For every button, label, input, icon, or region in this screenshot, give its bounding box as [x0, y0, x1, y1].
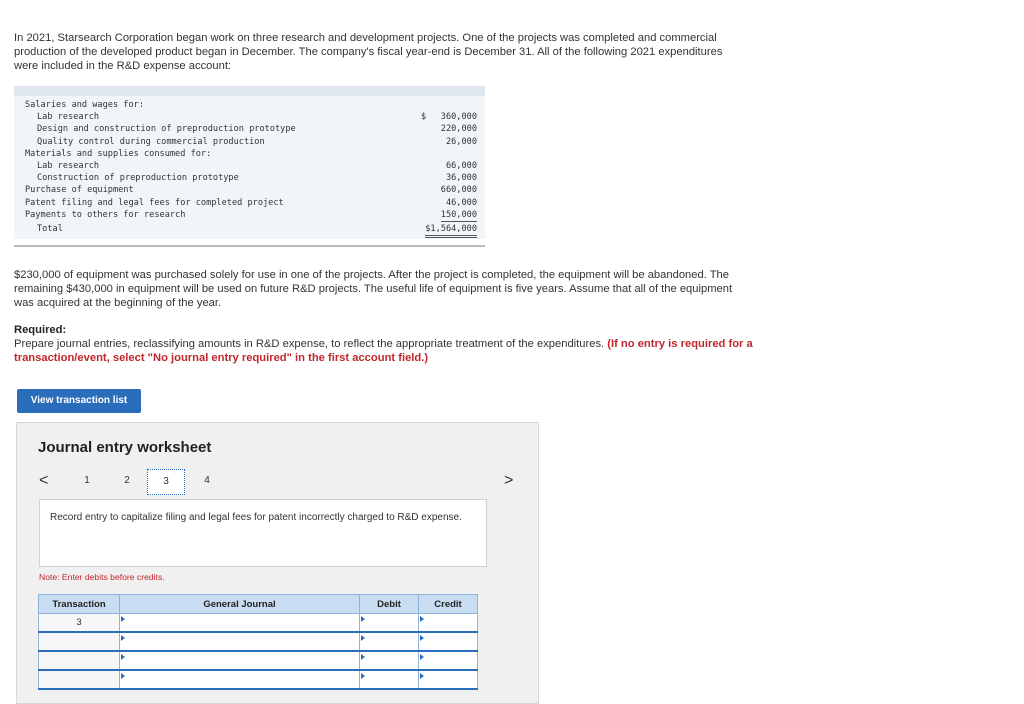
- expense-row: [14, 136, 485, 148]
- page-3-button[interactable]: 3: [147, 469, 185, 495]
- account-field[interactable]: [120, 651, 360, 670]
- expense-label: Lab research: [37, 112, 100, 123]
- col-general-journal: General Journal: [120, 595, 360, 614]
- expense-table-header: [14, 86, 485, 96]
- expense-row: [14, 99, 485, 111]
- expense-row: [14, 123, 485, 135]
- expense-row: [14, 148, 485, 160]
- expense-table-divider: [14, 245, 485, 247]
- expense-row: [14, 111, 485, 123]
- page-4-button[interactable]: 4: [204, 475, 210, 486]
- debit-field[interactable]: [360, 614, 419, 633]
- expense-table: [14, 86, 485, 247]
- debit-field[interactable]: [360, 670, 419, 689]
- expense-table-body: [14, 96, 485, 239]
- expense-amount: 660,000: [440, 185, 477, 196]
- expense-amount: 360,000: [440, 112, 477, 123]
- table-row: [39, 614, 478, 633]
- expense-label: Materials and supplies consumed for:: [25, 148, 212, 159]
- entry-description-box: [39, 499, 487, 567]
- expense-total-label: Total: [37, 223, 63, 234]
- account-field[interactable]: [120, 614, 360, 633]
- expense-row: [14, 160, 485, 172]
- transaction-cell: [39, 670, 120, 689]
- worksheet-pagination: [17, 469, 538, 499]
- debits-note: Note: Enter debits before credits.: [39, 572, 165, 582]
- chevron-left-icon[interactable]: <: [39, 472, 49, 489]
- expense-label: Patent filing and legal fees for completed project: [25, 197, 284, 208]
- dollar-sign: $: [421, 112, 427, 123]
- equipment-paragraph: $230,000 of equipment was purchased solely for use in one of the projects. After the project is completed, the equipment will be abandoned. The remaining $430,000 in equipment will be used on future R&D projects. The useful life of equipment is five years. Assume that all of the equipment was acquired at the beginning of the year.: [14, 269, 733, 309]
- journal-table: [38, 594, 478, 690]
- expense-label: Lab research: [37, 160, 100, 171]
- debit-field[interactable]: [360, 651, 419, 670]
- entry-description: Record entry to capitalize filing and legal fees for patent incorrectly charged to R&D expense.: [50, 512, 462, 523]
- expense-label: Payments to others for research: [25, 209, 186, 220]
- expense-total-row: [14, 223, 485, 235]
- problem-intro: In 2021, Starsearch Corporation began work on three research and development projects. One of the projects was completed and commercial production of the developed product began in December. The company's fiscal year-end is December 31. All of the following 2021 expenditures were included in the R&D expense account:: [14, 32, 723, 72]
- expense-amount: 150,000: [441, 209, 477, 222]
- account-field[interactable]: [120, 670, 360, 689]
- credit-field[interactable]: [419, 670, 478, 689]
- expense-label: Purchase of equipment: [25, 185, 134, 196]
- page-1-button[interactable]: 1: [84, 475, 90, 486]
- page-2-button[interactable]: 2: [124, 475, 130, 486]
- expense-total-amount: $1,564,000: [425, 223, 477, 238]
- required-text: Prepare journal entries, reclassifying amounts in R&D expense, to reflect the appropriate treatment of the expenditures.: [14, 338, 605, 350]
- debit-field[interactable]: [360, 632, 419, 651]
- col-transaction: Transaction: [39, 595, 120, 614]
- transaction-number: 3: [39, 614, 120, 633]
- required-title: Required:: [14, 324, 67, 336]
- chevron-right-icon[interactable]: >: [504, 472, 514, 489]
- credit-field[interactable]: [419, 614, 478, 633]
- expense-row: [14, 184, 485, 196]
- expense-amount: 26,000: [445, 136, 477, 147]
- expense-label: Construction of preproduction prototype: [37, 173, 239, 184]
- expense-amount: 66,000: [445, 160, 477, 171]
- expense-amount: 36,000: [445, 173, 477, 184]
- required-note: (If no entry is required for a transaction/event, select "No journal entry required" in the first account field.): [14, 338, 753, 364]
- expense-row: [14, 197, 485, 209]
- worksheet-title: Journal entry worksheet: [38, 439, 212, 456]
- col-debit: Debit: [360, 595, 419, 614]
- credit-field[interactable]: [419, 651, 478, 670]
- col-credit: Credit: [419, 595, 478, 614]
- expense-row: [14, 172, 485, 184]
- required-section: [14, 323, 759, 365]
- table-row: [39, 632, 478, 651]
- expense-row: [14, 209, 485, 221]
- table-row: [39, 670, 478, 689]
- table-row: [39, 651, 478, 670]
- expense-amount: 220,000: [440, 124, 477, 135]
- expense-amount: 46,000: [445, 197, 477, 208]
- transaction-cell: [39, 651, 120, 670]
- transaction-cell: [39, 632, 120, 651]
- expense-label: Design and construction of preproduction prototype: [37, 124, 296, 135]
- expense-label: Quality control during commercial production: [37, 136, 265, 147]
- view-transaction-list-button[interactable]: View transaction list: [17, 389, 141, 413]
- credit-field[interactable]: [419, 632, 478, 651]
- expense-label: Salaries and wages for:: [25, 100, 144, 110]
- account-field[interactable]: [120, 632, 360, 651]
